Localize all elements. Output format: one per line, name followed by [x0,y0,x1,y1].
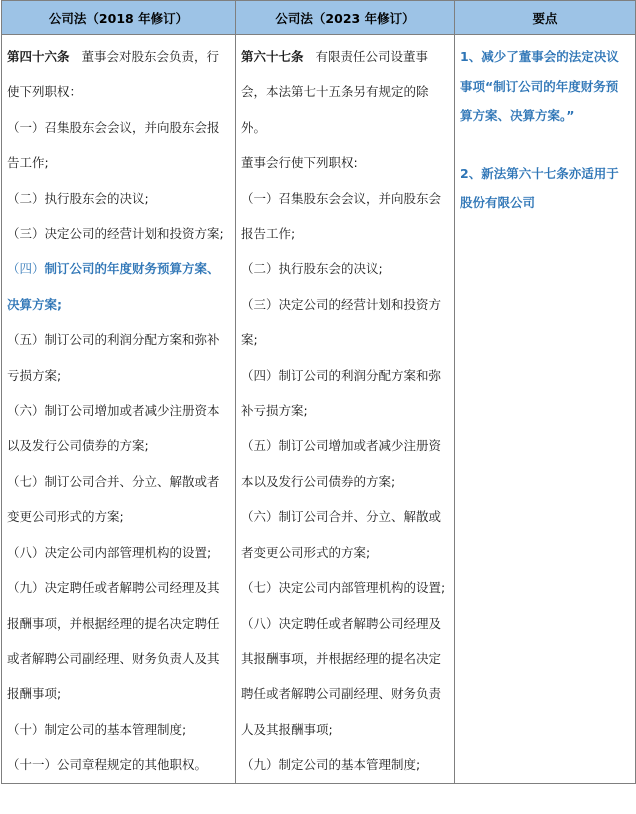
header-old-law: 公司法（2018 年修订） [2,1,236,35]
old-item-4 [7,251,230,322]
old-item-4-highlight: 制订公司的年度财务预算方案、决算方案; [7,261,220,312]
table-row [2,35,636,784]
new-item-5: （五）制订公司增加或者减少注册资本以及发行公司债券的方案; [241,438,442,489]
header-points: 要点 [455,1,636,35]
table-header-row [2,1,636,35]
old-item-3: （三）决定公司的经营计划和投资方案; [7,226,224,242]
header-new-law: 公司法（2023 年修订） [236,1,455,35]
new-item-6: （六）制订公司合并、分立、解散或者变更公司形式的方案; [241,509,442,560]
old-law-cell [2,35,236,784]
new-item-8: （八）决定聘任或者解聘公司经理及其报酬事项，并根据经理的提名决定聘任或者解聘公司副经理、财务负责人及其报酬事项; [241,615,442,737]
new-law-intro [241,39,449,145]
law-comparison-table [1,0,636,784]
new-item-3: （三）决定公司的经营计划和投资方案; [241,296,442,348]
old-item-7: （七）制订公司合并、分立、解散或者变更公司形式的方案; [7,473,220,525]
points-cell [455,35,636,784]
new-law-lead: 董事会行使下列职权: [241,155,358,171]
old-item-4-prefix: （四） [7,261,45,277]
old-item-6: （六）制订公司增加或者减少注册资本以及发行公司债券的方案; [7,403,220,454]
new-article-intro: 有限责任公司设董事会，本法第七十五条另有规定的除外。 [241,49,429,135]
new-item-1: （一）召集股东会会议，并向股东会报告工作; [241,190,442,242]
old-item-9: （九）决定聘任或者解聘公司经理及其报酬事项，并根据经理的提名决定聘任或者解聘公司副经理、财务负责人及其报酬事项; [7,580,220,702]
new-item-2: （二）执行股东会的决议; [241,261,383,277]
new-item-7: （七）决定公司内部管理机构的设置; [241,580,446,596]
old-article-number: 第四十六条 [7,49,70,64]
point-1: 1、减少了董事会的法定决议事项“制订公司的年度财务预算方案、决算方案。” [460,49,619,123]
point-spacer [460,131,630,159]
old-item-11: （十一）公司章程规定的其他职权。 [7,757,208,773]
old-item-2: （二）执行股东会的决议; [7,190,149,206]
new-item-4: （四）制订公司的利润分配方案和弥补亏损方案; [241,367,442,419]
new-article-number: 第六十七条 [241,49,304,64]
point-2: 2、新法第六十七条亦适用于股份有限公司 [460,165,619,210]
old-law-intro [7,39,230,110]
new-item-9: （九）制定公司的基本管理制度; [241,757,421,773]
old-article-intro: 董事会对股东会负责，行使下列职权： [7,49,219,100]
old-item-1: （一）召集股东会会议，并向股东会报告工作; [7,119,220,171]
old-item-5: （五）制订公司的利润分配方案和弥补亏损方案; [7,332,220,383]
old-item-8: （八）决定公司内部管理机构的设置; [7,544,212,560]
new-law-cell [236,35,455,784]
old-item-10: （十）制定公司的基本管理制度; [7,721,187,737]
